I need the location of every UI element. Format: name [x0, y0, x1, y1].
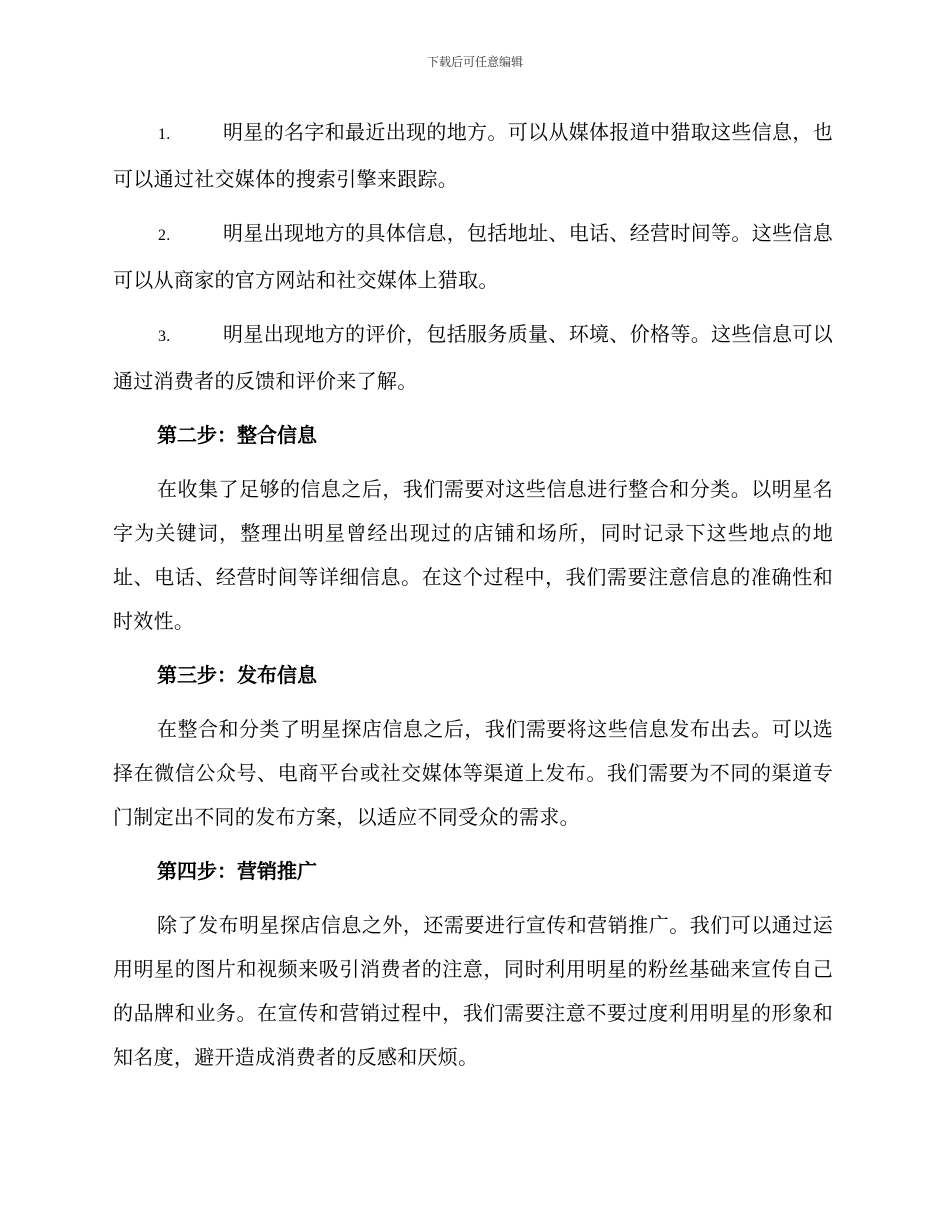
list-item	[113, 110, 833, 201]
page-header: 下载后可任意编辑	[426, 55, 523, 69]
section-heading: 第四步：营销推广	[157, 859, 317, 883]
list-item	[113, 211, 833, 302]
section-paragraph: 在整合和分类了明星探店信息之后，我们需要将这些信息发布出去。可以选择在微信公众号、电商平台或社交媒体等渠道上发布。我们需要为不同的渠道专门制定出不同的发布方案，以适应不同受众的需求。	[113, 717, 833, 829]
document-body	[113, 110, 833, 1089]
section-heading: 第二步：整合信息	[157, 423, 317, 447]
list-text: 明星的名字和最近出现的地方。可以从媒体报道中猎取这些信息，也可以通过社交媒体的搜索引擎来跟踪。	[113, 120, 833, 191]
list-text: 明星出现地方的具体信息，包括地址、电话、经营时间等。这些信息可以从商家的官方网站和社交媒体上猎取。	[113, 221, 833, 292]
section-heading: 第三步：发布信息	[157, 663, 317, 687]
list-number: 1.	[158, 126, 171, 143]
list-text: 明星出现地方的评价，包括服务质量、环境、价格等。这些信息可以通过消费者的反馈和评价来了解。	[113, 322, 833, 393]
list-number: 2.	[158, 227, 171, 244]
list-number: 3.	[158, 328, 171, 345]
section-paragraph: 除了发布明星探店信息之外，还需要进行宣传和营销推广。我们可以通过运用明星的图片和视频来吸引消费者的注意，同时利用明星的粉丝基础来宣传自己的品牌和业务。在宣传和营销过程中，我们需要注意不要过度利用明星的形象和知名度，避开造成消费者的反感和厌烦。	[113, 913, 833, 1069]
section-paragraph: 在收集了足够的信息之后，我们需要对这些信息进行整合和分类。以明星名字为关键词，整理出明星曾经出现过的店铺和场所，同时记录下这些地点的地址、电话、经营时间等详细信息。在这个过程中，我们需要注意信息的准确性和时效性。	[113, 477, 833, 633]
list-item	[113, 312, 833, 403]
